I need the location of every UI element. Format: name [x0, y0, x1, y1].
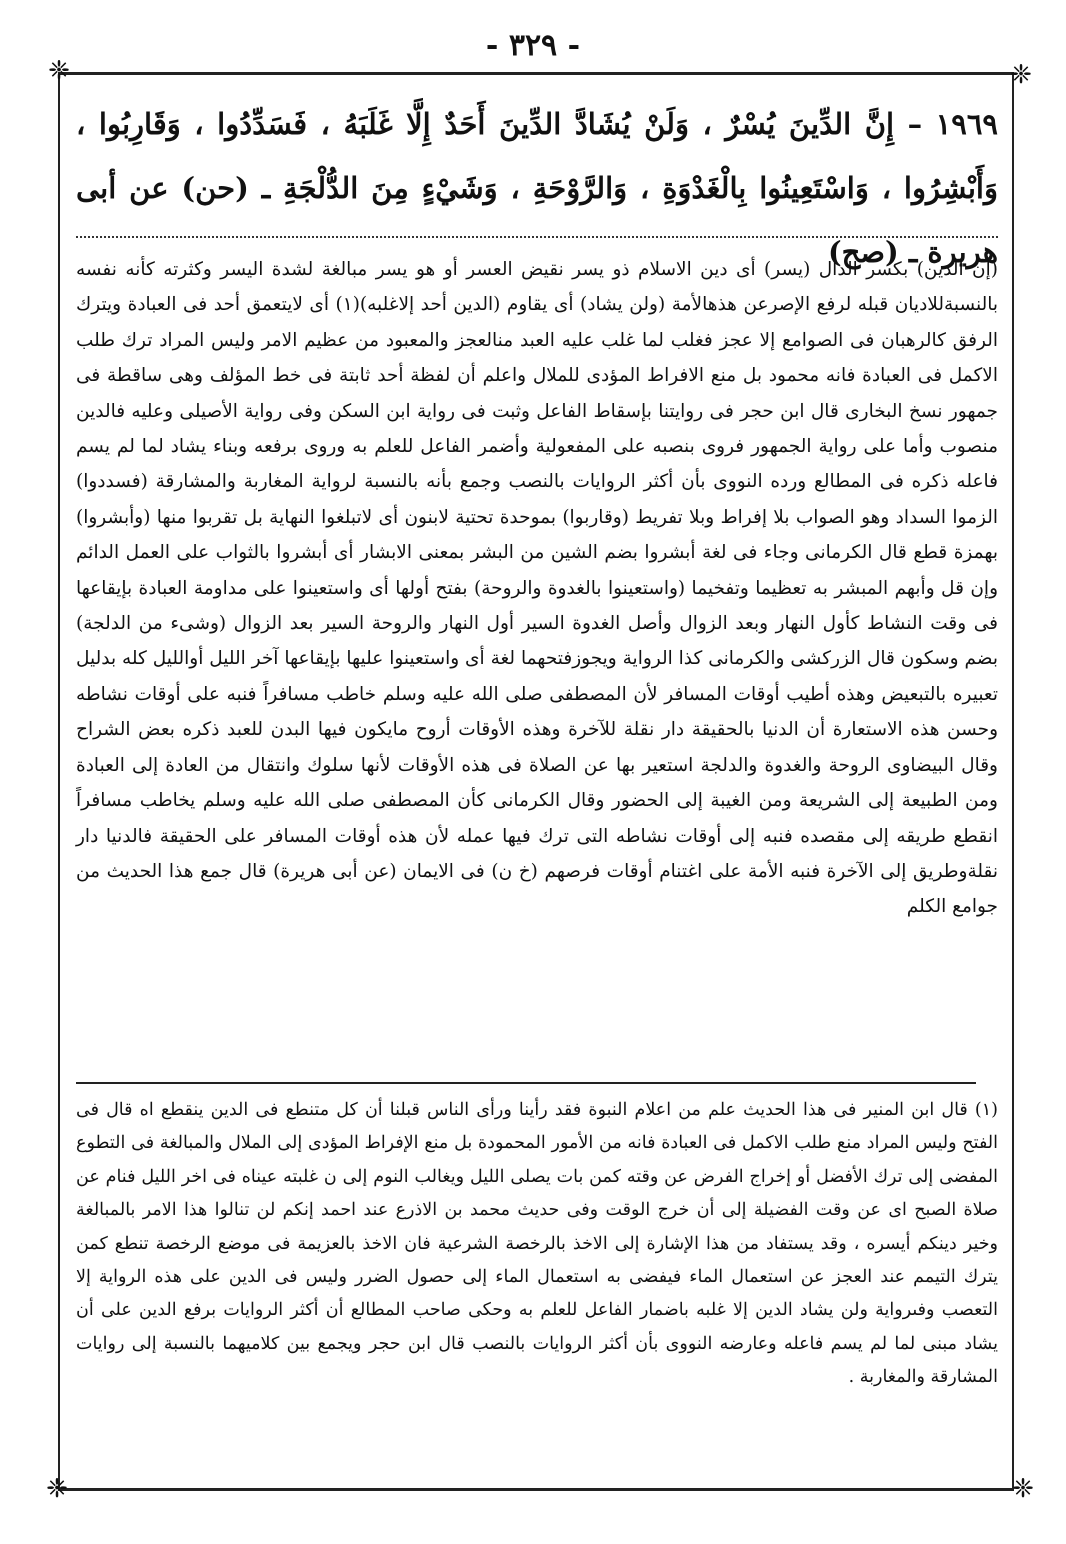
- hadith-separator: [76, 236, 998, 238]
- footnote-separator: [76, 1082, 976, 1084]
- corner-ornament-icon: ❈: [1012, 1474, 1034, 1504]
- corner-ornament-icon: ❈: [48, 56, 70, 86]
- footnote-text: (١) قال ابن المنير فى هذا الحديث علم من اعلام النبوة فقد رأينا ورأى الناس قبلنا أن كل متنطع فى الدين ينقطع اه قال فى الفتح وليس المراد منع طلب الاكمل فى العبادة فانه من الأمور المحمودة بل منع الإفراط المؤدى إلى الملال والمبالغة فى التطوع المفضى إلى ترك الأفضل أو إخراج الفرض عن وقته كمن بات يصلى الليل ويغالب النوم إلى ن غلبته عيناه فى اخر الليل فنام عن صلاة الصبح اى عن وقت الفضيلة إلى أن خرج الوقت وفى حديث محمد بن الاذرع عند احمد إنكم لن تنالوا هذا الامر بالمبالغة وخير دينكم أيسره ، وقد يستفاد من هذا الإشارة إلى الاخذ بالرخصة الشرعية فان الاخذ بالعزيمة فى موضع الرخصة تنطع كمن يترك التيمم عند العجز عن استعمال الماء فيفضى به استعمال الماء إلى حصول الضرر وليس فى الدين على هذه الرواية إلا التعصب وفىرواية ولن يشاد الدين إلا غلبه باضمار الفاعل للعلم به وحكى صاحب المطالع أن أكثر الروايات برفع الدين على أن يشاد مبنى لما لم يسم فاعله وعارضه النووى بأن أكثر الروايات بالنصب قال ابن حجر ويجمع بين كلاميهما بالنسبة إلى روايات المشارقة والمغاربة .: [76, 1100, 998, 1388]
- page-number: - ٣٢٩ -: [485, 28, 581, 63]
- hadith-number: ١٩٦٩: [935, 107, 998, 141]
- hadith-text: – إِنَّ الدِّينَ يُسْرٌ ، وَلَنْ يُشَادَّ الدِّينَ أَحَدٌ إِلَّا غَلَبَهُ ، فَسَدِّدُوا ، وَقَارِبُوا ، وَأَبْشِرُوا ، وَاسْتَعِينُوا بِالْغَدْوَةِ ، وَالرَّوْحَةِ ، وَشَيْءٍ مِنَ الدُّلْجَةِ ـ (حن) عن أبى هريرة ـ (صح): [76, 107, 998, 269]
- commentary-text: (إن الدين) بكسر الدال (يسر) أى دين الاسلام ذو يسر نقيض العسر أو هو يسر مبالغة لشدة اليسر وكثرته كأنه نفسه بالنسبةللاديان قبله لرفع الإصرعن هذهالأمة (ولن يشاد) أى يقاوم (الدين أحد إلاغلبه)(١) أى لايتعمق أحد فى العبادة ويترك الرفق كالرهبان فى الصوامع إلا عجز فغلب لما غلب عليه العبد منالعجز والمعبود من عظيم الامر وليس المراد ترك طلب الاكمل فى العبادة فانه محمود بل منع الافراط المؤدى للملال واعلم أن لفظة أحد ثابتة فى خط المؤلف وهى ساقطة فى جمهور نسخ البخارى قال ابن حجر فى روايتنا بإسقاط الفاعل وثبت فى رواية ابن السكن وفى رواية الأصيلى وعليه فالدين منصوب وأما على رواية الجمهور فروى بنصبه على المفعولية وأضمر الفاعل للعلم به وروى برفعه وبناء يشاد لما لم يسم فاعله ذكره فى المطالع ورده النووى بأن أكثر الروايات بالنصب وجمع بأنه بالنسبة لرواية المغاربة والمشارقة (فسددوا) الزموا السداد وهو الصواب بلا إفراط وبلا تفريط (وقاربوا) بموحدة تحتية لابنون أى لاتبلغوا النهاية بل تقربوا منها (وأبشروا) بهمزة قطع قال الكرمانى وجاء فى لغة أبشروا بضم الشين من البشر بمعنى الابشار أى أبشروا بالثواب على العمل الدائم وإن قل وأبهم المبشر به تعظيما وتفخيما (واستعينوا بالغدوة والروحة) بفتح أولها أى واستعينوا على مداومة العبادة بإيقاعها فى وقت النشاط كأول النهار وبعد الزوال وأصل الغدوة السير أول النهار والروحة السير بعد الزوال (وشىء من الدلجة) بضم وسكون قال الزركشى والكرمانى كذا الرواية ويجوزفتحهما لغة أى واستعينوا عليها بإيقاعها آخر الليل أوالليل كله بدليل تعبيره بالتبعيض وهذه أطيب أوقات المسافر لأن المصطفى صلى الله عليه وسلم خاطب مسافراً فنبه على أوقات نشاطه وحسن هذه الاستعارة أن الدنيا بالحقيقة دار نقلة للآخرة وهذه الأوقات أروح مايكون فيها البدن للعبد ذكره بعض الشراح وقال البيضاوى الروحة والغدوة والدلجة استعير بها عن الصلاة فى هذه الأوقات لأنها سلوك وانتقال من العادة إلى العبادة ومن الطبيعة إلى الشريعة ومن الغيبة إلى الحضور وقال الكرمانى كأن المصطفى صلى الله عليه وسلم يخاطب مسافراً انقطع طريقه إلى مقصده فنبه إلى أوقات نشاطه التى ترك فيها عمله لأن هذه أوقات المسافر على الحقيقة فالدنيا دار نقلةوطريق إلى الآخرة فنبه الأمة على اغتنام أوقات فرصهم (خ ن) فى الايمان (عن أبى هريرة) قال جمع هذا الحديث من جوامع الكلم: [76, 259, 998, 918]
- corner-ornament-icon: ❈: [1010, 60, 1032, 90]
- frame-bottom-rule: [58, 1488, 1014, 1491]
- corner-ornament-icon: ❈: [46, 1474, 68, 1504]
- footnote-block: [76, 1094, 998, 1395]
- commentary-block: [76, 252, 998, 925]
